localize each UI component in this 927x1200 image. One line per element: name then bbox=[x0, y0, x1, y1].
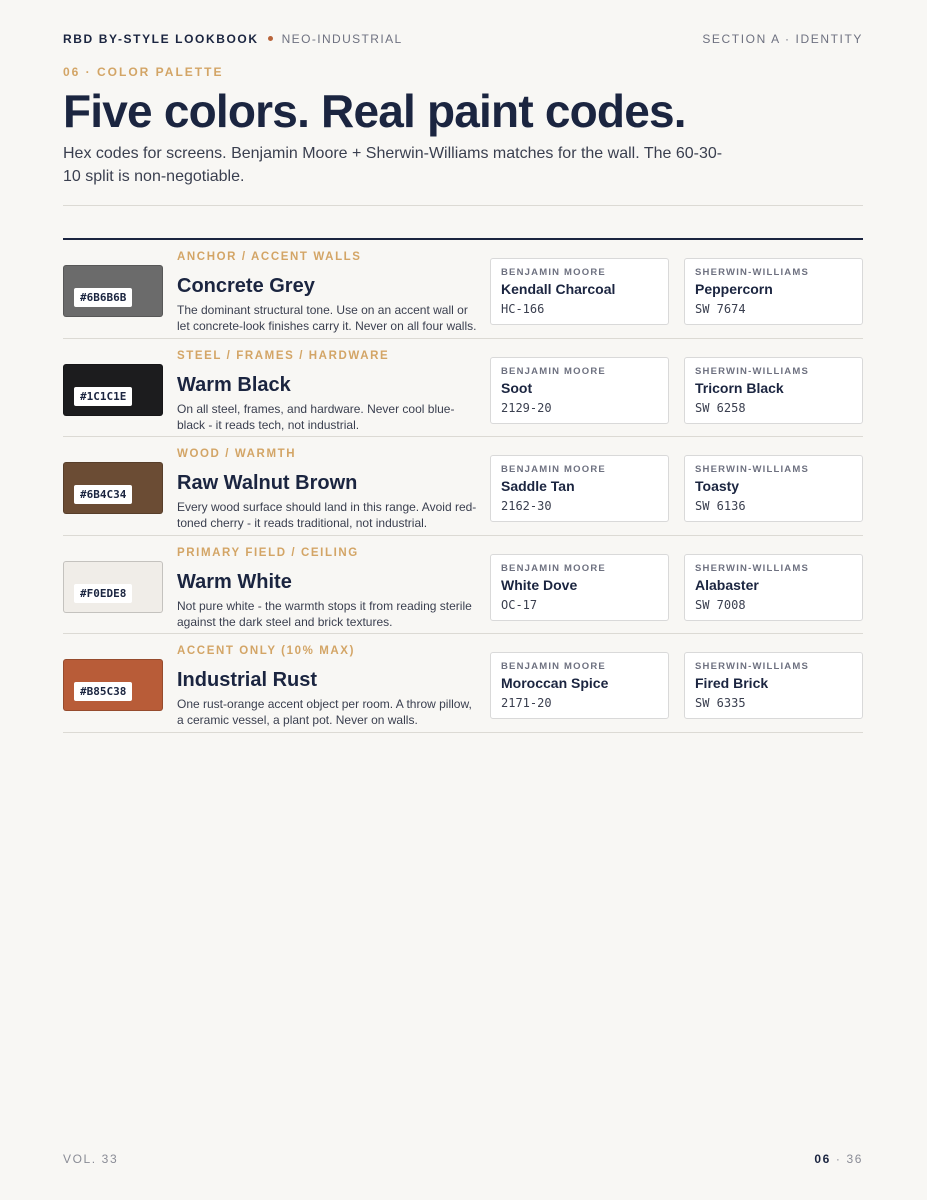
paint-name: Fired Brick bbox=[695, 675, 769, 691]
color-description: The dominant structural tone. Use on an accent wall or let concrete-look finishes carry it. Never on all four walls. bbox=[177, 303, 477, 333]
paint-code: 2129-20 bbox=[501, 400, 552, 415]
paint-name: Saddle Tan bbox=[501, 478, 575, 494]
color-row bbox=[63, 339, 863, 438]
benjamin-moore-card bbox=[490, 554, 669, 621]
color-name: Industrial Rust bbox=[177, 669, 318, 691]
paint-name: Toasty bbox=[695, 478, 740, 494]
hex-code: #F0EDE8 bbox=[74, 584, 132, 603]
color-name: Concrete Grey bbox=[177, 275, 315, 297]
page-current: 06 bbox=[814, 1152, 831, 1166]
color-description: Not pure white - the warmth stops it from reading sterile against the dark steel and brick textures. bbox=[177, 598, 472, 629]
brand-line bbox=[63, 32, 403, 46]
paint-brand-label: BENJAMIN MOORE bbox=[501, 267, 606, 278]
paint-name: Kendall Charcoal bbox=[501, 281, 616, 297]
paint-code: 2171-20 bbox=[501, 696, 552, 710]
page-subtitle: Hex codes for screens. Benjamin Moore + Sherwin-Williams matches for the wall. The 60-30-10 split is non-negotiable. bbox=[63, 145, 723, 185]
sherwin-williams-card bbox=[684, 258, 863, 325]
color-row bbox=[63, 536, 863, 635]
divider bbox=[63, 205, 863, 206]
paint-brand-label: BENJAMIN MOORE bbox=[501, 562, 606, 574]
paint-brand-label: SHERWIN-WILLIAMS bbox=[695, 562, 810, 574]
color-swatch bbox=[63, 462, 163, 514]
page-number bbox=[814, 1152, 863, 1166]
color-row bbox=[63, 437, 863, 536]
paint-name: Soot bbox=[501, 379, 533, 396]
color-description: One rust-orange accent object per room. A throw pillow, a ceramic vessel, a plant pot. Never on walls. bbox=[177, 697, 472, 727]
paint-name: Tricorn Black bbox=[695, 379, 784, 396]
paint-brand-label: SHERWIN-WILLIAMS bbox=[695, 464, 810, 475]
brand-separator-dot bbox=[268, 36, 273, 41]
top-bar bbox=[63, 32, 863, 48]
paint-code: HC-166 bbox=[501, 302, 545, 316]
benjamin-moore-card bbox=[490, 455, 669, 522]
color-role: WOOD / WARMTH bbox=[177, 448, 297, 460]
paint-brand-label: SHERWIN-WILLIAMS bbox=[695, 661, 810, 672]
color-name: Warm Black bbox=[177, 373, 291, 396]
paint-code: SW 6258 bbox=[695, 400, 746, 415]
sherwin-williams-card bbox=[684, 554, 863, 621]
hex-code: #6B4C34 bbox=[74, 485, 132, 504]
color-palette-list bbox=[63, 240, 863, 733]
color-swatch bbox=[63, 265, 163, 317]
paint-brand-label: BENJAMIN MOORE bbox=[501, 661, 606, 672]
paint-brand-label: BENJAMIN MOORE bbox=[501, 464, 606, 475]
section-label: SECTION A · IDENTITY bbox=[702, 32, 863, 46]
hex-code: #1C1C1E bbox=[74, 387, 132, 406]
color-role: ANCHOR / ACCENT WALLS bbox=[177, 251, 362, 263]
paint-code: OC-17 bbox=[501, 597, 538, 612]
hex-code: #6B6B6B bbox=[74, 288, 132, 307]
volume-label: VOL. 33 bbox=[63, 1152, 119, 1166]
paint-name: Peppercorn bbox=[695, 281, 773, 297]
paint-brand-label: SHERWIN-WILLIAMS bbox=[695, 267, 810, 278]
paint-brand-label: SHERWIN-WILLIAMS bbox=[695, 365, 810, 377]
color-name: Warm White bbox=[177, 570, 292, 593]
sherwin-williams-card bbox=[684, 652, 863, 719]
sherwin-williams-card bbox=[684, 455, 863, 522]
color-name: Raw Walnut Brown bbox=[177, 472, 358, 494]
page-total: 36 bbox=[846, 1152, 863, 1166]
benjamin-moore-card bbox=[490, 357, 669, 424]
color-swatch bbox=[63, 364, 163, 416]
style-name: NEO-INDUSTRIAL bbox=[281, 32, 403, 46]
color-swatch bbox=[63, 561, 163, 613]
color-role: PRIMARY FIELD / CEILING bbox=[177, 546, 359, 559]
color-row bbox=[63, 240, 863, 339]
brand-name: RBD BY-STYLE LOOKBOOK bbox=[63, 32, 259, 46]
sherwin-williams-card bbox=[684, 357, 863, 424]
benjamin-moore-card bbox=[490, 258, 669, 325]
paint-code: SW 6335 bbox=[695, 696, 746, 710]
page-title: Five colors. Real paint codes. bbox=[63, 85, 686, 137]
color-role: ACCENT ONLY (10% MAX) bbox=[177, 645, 356, 657]
lookbook-page bbox=[63, 0, 863, 1200]
color-description: On all steel, frames, and hardware. Never cool blue-black - it reads tech, not industrial. bbox=[177, 401, 455, 432]
paint-name: White Dove bbox=[501, 576, 578, 593]
color-swatch bbox=[63, 659, 163, 711]
paint-code: SW 6136 bbox=[695, 499, 746, 513]
color-row bbox=[63, 634, 863, 733]
section-eyebrow: 06 · COLOR PALETTE bbox=[63, 65, 224, 79]
hex-code: #B85C38 bbox=[74, 682, 132, 701]
benjamin-moore-card bbox=[490, 652, 669, 719]
paint-name: Moroccan Spice bbox=[501, 675, 609, 691]
page-separator: · bbox=[830, 1152, 847, 1166]
paint-brand-label: BENJAMIN MOORE bbox=[501, 365, 606, 377]
color-description: Every wood surface should land in this range. Avoid red-toned cherry - it reads traditional, not industrial. bbox=[177, 500, 477, 530]
paint-code: SW 7674 bbox=[695, 302, 746, 316]
paint-name: Alabaster bbox=[695, 576, 759, 593]
paint-code: 2162-30 bbox=[501, 499, 552, 513]
color-role: STEEL / FRAMES / HARDWARE bbox=[177, 349, 390, 362]
paint-code: SW 7008 bbox=[695, 597, 746, 612]
